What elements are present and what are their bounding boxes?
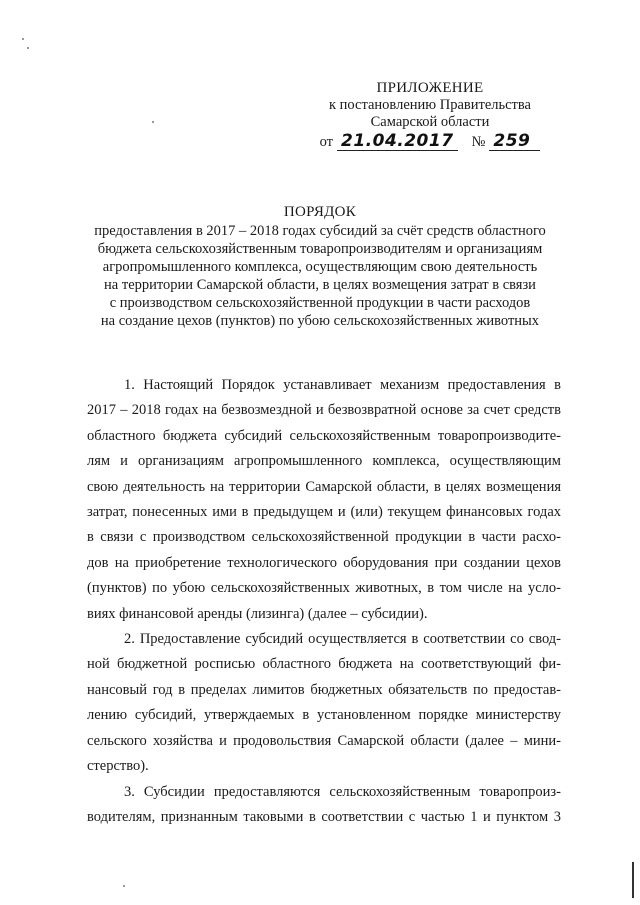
document-title-line: на создание цехов (пунктов) по убою сельскохозяйственных животных	[100, 313, 540, 329]
paragraph-line: 1. Настоящий Порядок устанавливает механизм предоставления в	[124, 377, 561, 393]
paragraph-line: 2. Предоставление субсидий осуществляется в соответствии со свод-	[124, 631, 561, 648]
paragraph-line: виях финансовой аренды (лизинга) (далее – субсидии).	[87, 605, 428, 622]
scan-speck	[123, 885, 125, 887]
paragraph-3	[87, 780, 561, 831]
date-prefix: от	[319, 134, 333, 150]
paragraph-line: сельского хозяйства и продовольствия Самарской области (далее – мини-	[87, 732, 561, 749]
paragraph-line: 3. Субсидии предоставляются сельскохозяйственным товаропроиз-	[124, 783, 561, 800]
scan-edge-mark	[632, 862, 634, 898]
paragraph-line: ной бюджетной росписью областного бюджета на соответствующий фи-	[87, 656, 561, 673]
paragraph-2	[87, 627, 561, 779]
document-title-line: на территории Самарской области, в целях возмещения затрат в связи	[104, 277, 536, 293]
document-body	[87, 373, 561, 830]
paragraph-line: областного бюджета субсидий сельскохозяйственным товаропроизводите-	[87, 427, 561, 444]
handwritten-number: 259	[489, 133, 540, 151]
paragraph-line: в связи с производством сельскохозяйственной продукции в части расхо-	[87, 529, 561, 546]
appendix-title: ПРИЛОЖЕНИЕ	[376, 80, 484, 96]
paragraph-line: свою деятельность на территории Самарской области, в целях возмещения	[87, 478, 561, 495]
date-number-line	[300, 133, 560, 151]
document-title	[60, 203, 580, 330]
document-title-line: агропромышленного комплекса, осуществляющим свою деятельность	[102, 259, 538, 275]
paragraph-line: лям и организациям агропромышленного комплекса, осуществляющим	[87, 453, 561, 470]
paragraph-line: водителям, признанным таковыми в соответствии с частью 1 и пунктом 3	[87, 808, 561, 825]
paragraph-line: лению субсидий, утверждаемых в установленном порядке министерству	[87, 707, 561, 724]
paragraph-line: стерство).	[87, 758, 149, 775]
scan-speck	[22, 38, 24, 40]
paragraph-line: (пунктов) по убою сельскохозяйственных животных, в том числе на усло-	[87, 580, 561, 597]
appendix-line-1: к постановлению Правительства	[329, 97, 531, 113]
paragraph-line: 2017 – 2018 годах на безвозмездной и безвозвратной основе за счет средств	[87, 402, 561, 419]
document-title-main: ПОРЯДОК	[283, 204, 357, 220]
appendix-line-2: Самарской области	[370, 114, 490, 130]
paragraph-line: нансовый год в пределах лимитов бюджетных обязательств по предостав-	[87, 681, 561, 698]
number-prefix: №	[471, 134, 486, 150]
scan-speck	[27, 47, 29, 49]
scan-speck	[152, 121, 154, 123]
paragraph-line: затрат, понесенных ими в предыдущем и (или) текущем финансовых годах	[87, 504, 561, 521]
document-title-line: с производством сельскохозяйственной продукции в части расходов	[109, 295, 531, 311]
paragraph-1	[87, 373, 561, 627]
paragraph-line: дов на приобретение технологического оборудования при создании цехов	[87, 554, 561, 571]
document-title-line: предоставления в 2017 – 2018 годах субсидий за счёт средств областного	[94, 223, 546, 239]
appendix-header	[300, 80, 560, 151]
handwritten-date: 21.04.2017	[337, 133, 458, 151]
document-title-line: бюджета сельскохозяйственным товаропроизводителям и организациям	[97, 241, 543, 257]
